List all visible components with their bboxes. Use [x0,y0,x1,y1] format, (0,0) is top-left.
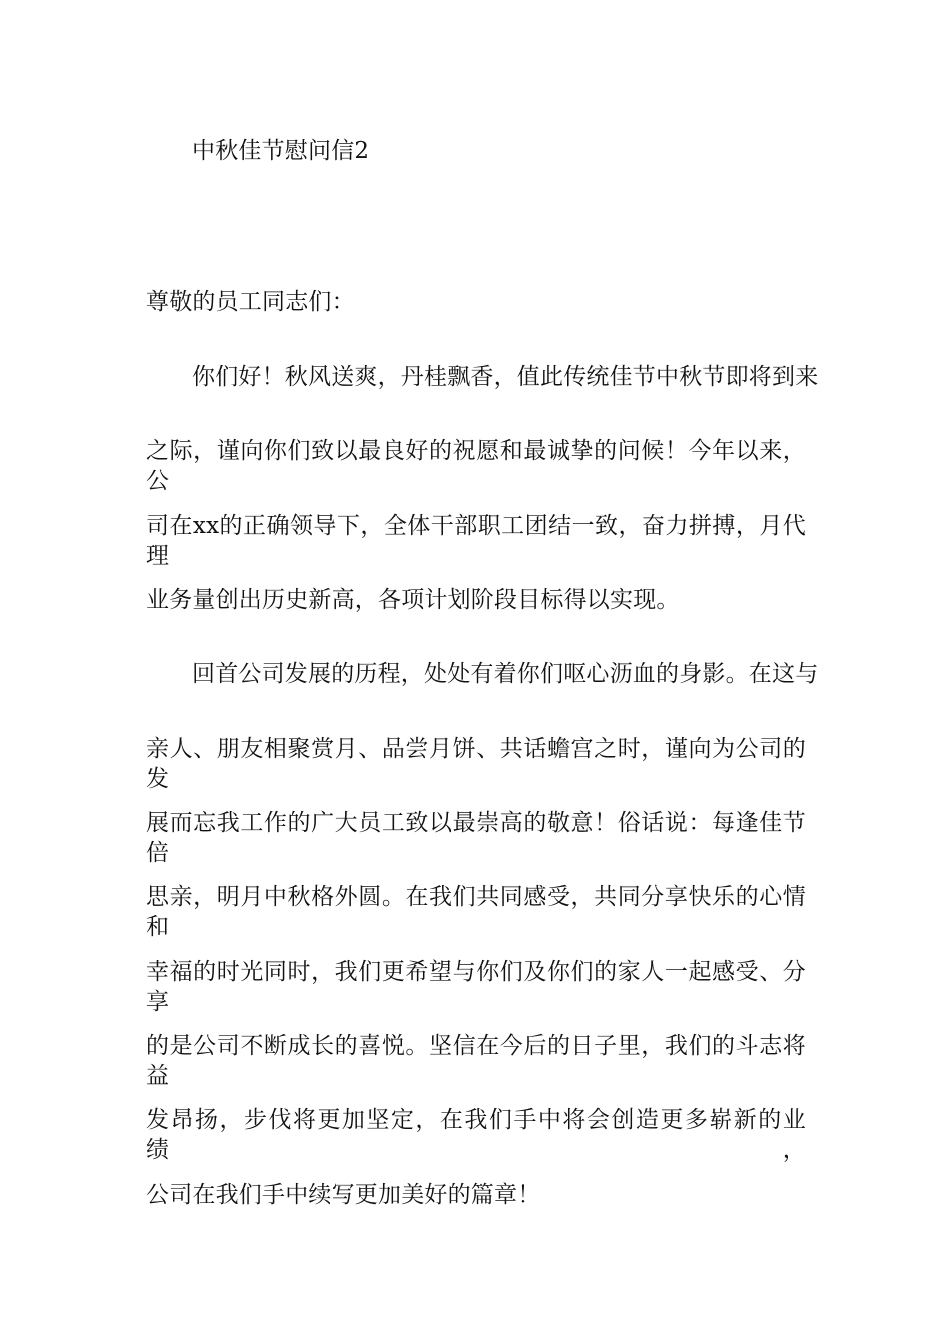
paragraph-line: 业务量创出历史新高，各项计划阶段目标得以实现。 [146,587,680,613]
salutation: 尊敬的员工同志们： [146,289,355,315]
document-title: 中秋佳节慰问信2 [192,138,370,164]
paragraph-line: 幸福的时光同时，我们更希望与你们及你们的家人一起感受、分享 [146,959,806,1015]
paragraph-line: 亲人、朋友相聚赏月、品尝月饼、共话蟾宫之时，谨向为公司的发 [146,736,806,792]
paragraph-line: 司在xx的正确领导下，全体干部职工团结一致，奋力拼搏，月代理 [146,513,806,569]
paragraph-line: 发昂扬，步伐将更加坚定，在我们手中将会创造更多崭新的业绩， [146,1107,806,1163]
paragraph-line: 思亲，明月中秋格外圆。在我们共同感受，共同分享快乐的心情和 [146,884,806,940]
paragraph-line: 你们好！秋风送爽，丹桂飘香，值此传统佳节中秋节即将到来 [192,364,819,390]
paragraph-line: 公司在我们手中续写更加美好的篇章！ [146,1182,541,1208]
paragraph-line: 的是公司不断成长的喜悦。坚信在今后的日子里，我们的斗志将益 [146,1033,806,1089]
paragraph-line: 之际，谨向你们致以最良好的祝愿和最诚挚的问候！今年以来，公 [146,438,806,494]
paragraph-line: 展而忘我工作的广大员工致以最崇高的敬意！俗话说：每逢佳节倍 [146,810,806,866]
paragraph-line: 回首公司发展的历程，处处有着你们呕心沥血的身影。在这与 [192,661,819,687]
